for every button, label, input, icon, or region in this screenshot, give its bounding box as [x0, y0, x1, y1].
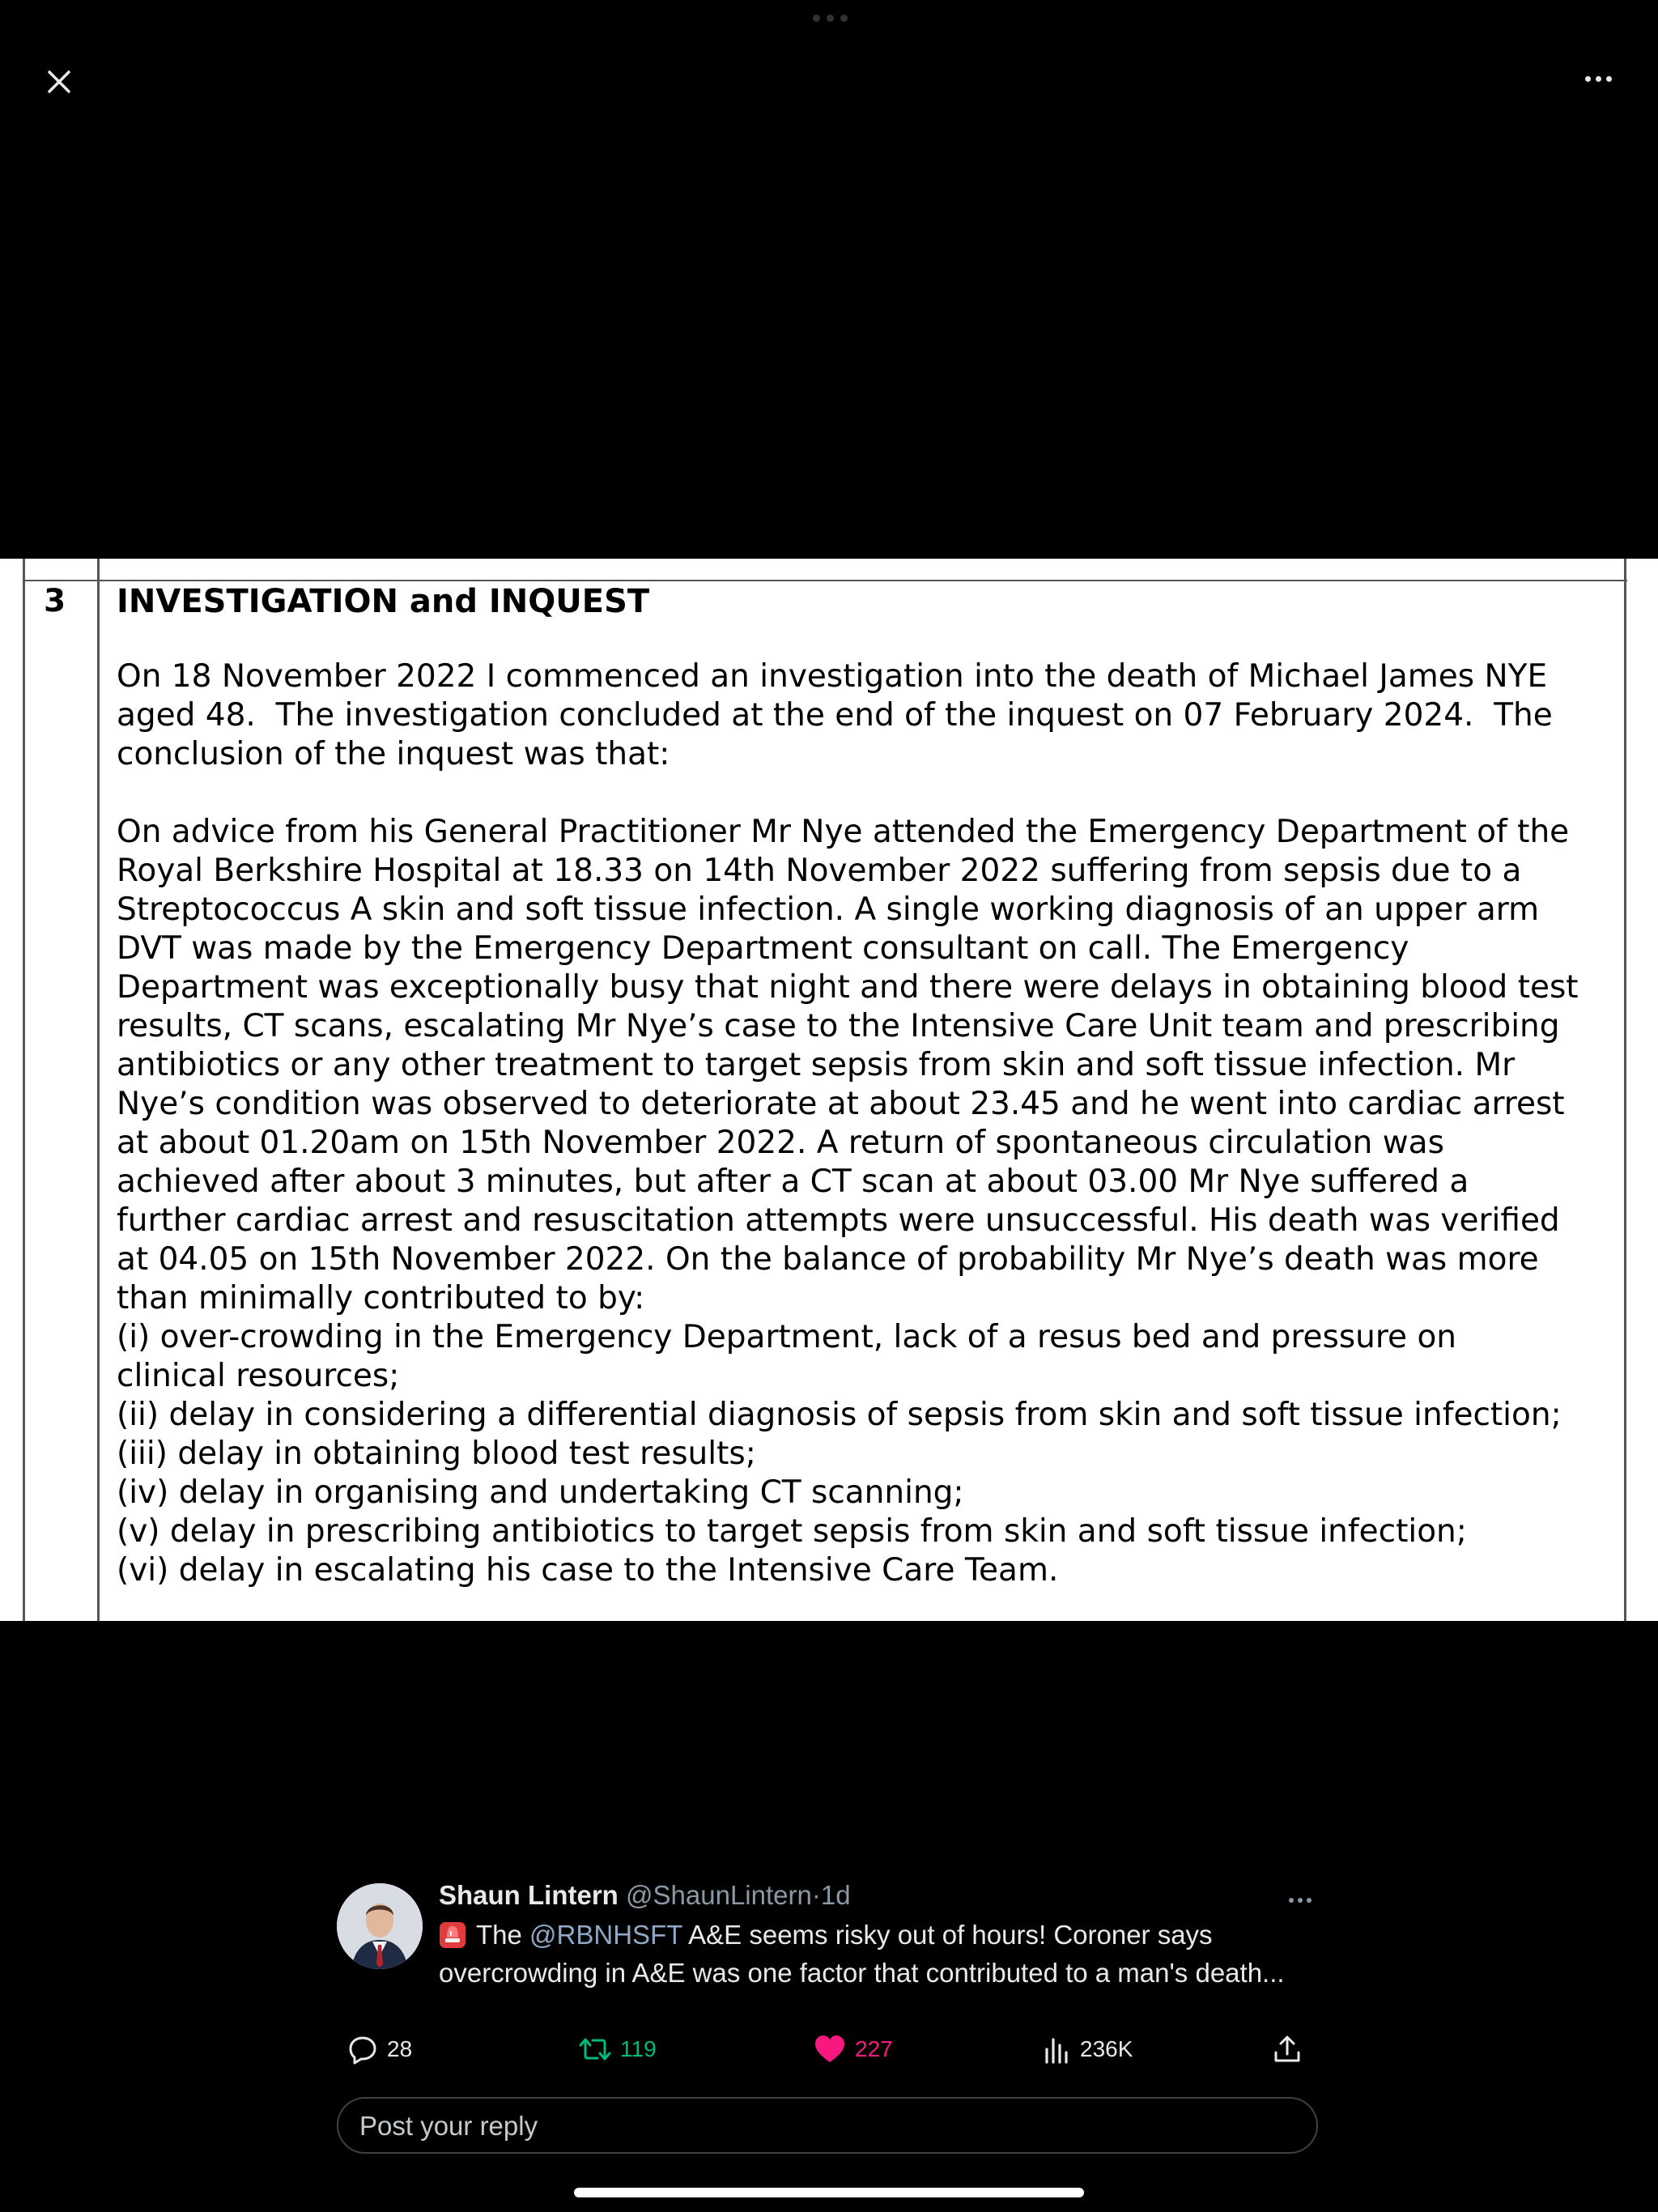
tweet-actions	[337, 2028, 1320, 2070]
section-heading: INVESTIGATION and INQUEST	[117, 583, 650, 620]
tweet-text[interactable]	[439, 1916, 1321, 1992]
profile-photo	[337, 1883, 423, 1969]
views-count: 236K	[1080, 2036, 1133, 2061]
share-button[interactable]	[1271, 2028, 1303, 2070]
drag-handle[interactable]	[813, 15, 848, 22]
paragraph-conclusion	[117, 813, 1622, 1590]
reply-input[interactable]	[358, 2099, 1292, 2154]
document-line: DVT was made by the Emergency Department consultant on call. The Emergency	[117, 930, 1409, 967]
document-line: Streptococcus A skin and soft tissue infection. A single working diagnosis of an upper arm	[117, 891, 1540, 928]
siren-icon	[439, 1921, 466, 1949]
like-button[interactable]	[813, 2028, 893, 2070]
heart-filled-icon	[813, 2033, 847, 2065]
document-line: than minimally contributed to by:	[117, 1280, 645, 1317]
tweet-more-button[interactable]	[1282, 1888, 1318, 1912]
retweet-button[interactable]	[578, 2028, 657, 2070]
document-line: On 18 November 2022 I commenced an investigation into the death of Michael James NYE	[117, 658, 1548, 695]
document-line: conclusion of the inquest was that:	[117, 736, 670, 772]
views-chart-icon	[1043, 2033, 1072, 2065]
like-count: 227	[855, 2036, 893, 2061]
document-line: (vi) delay in escalating his case to the Intensive Care Team.	[117, 1552, 1059, 1589]
document-line: (iv) delay in organising and undertaking CT scanning;	[117, 1474, 964, 1511]
paragraph-intro	[117, 657, 1622, 774]
document-image[interactable]	[0, 559, 1658, 1621]
close-button[interactable]	[40, 63, 78, 100]
document-line: clinical resources;	[117, 1358, 400, 1394]
document-line: results, CT scans, escalating Mr Nye’s case to the Intensive Care Unit team and prescribing	[117, 1008, 1560, 1044]
document-line: On advice from his General Practitioner Mr Nye attended the Emergency Department of the	[117, 814, 1570, 850]
tweet-time[interactable]: 1d	[820, 1880, 851, 1910]
more-horizontal-icon	[1289, 1898, 1294, 1903]
author-handle[interactable]: @ShaunLintern	[626, 1880, 812, 1910]
tweet-text-rest: A&E seems risky out of hours! Coroner says overcrowding in A&E was one factor that contributed to a man's death...	[439, 1920, 1285, 1988]
document-line: achieved after about 3 minutes, but after a CT scan at about 03.00 Mr Nye suffered a	[117, 1163, 1469, 1200]
author-name[interactable]: Shaun Lintern	[439, 1880, 619, 1910]
document-line: Department was exceptionally busy that night and there were delays in obtaining blood test	[117, 969, 1579, 1006]
share-icon	[1271, 2033, 1303, 2065]
document-line: aged 48. The investigation concluded at the end of the inquest on 07 February 2024. The	[117, 697, 1553, 734]
mention-link[interactable]: @RBNHSFT	[529, 1920, 682, 1950]
tweet-header	[439, 1877, 851, 1914]
document-line: (i) over-crowding in the Emergency Department, lack of a resus bed and pressure on	[117, 1319, 1457, 1355]
more-horizontal-icon	[1585, 76, 1591, 82]
retweet-icon	[578, 2033, 612, 2065]
close-icon	[40, 63, 78, 100]
document-line: Royal Berkshire Hospital at 18.33 on 14th November 2022 suffering from sepsis due to a	[117, 853, 1522, 889]
document-line: (ii) delay in considering a differential diagnosis of sepsis from skin and soft tissue infection;	[117, 1397, 1562, 1433]
section-number: 3	[44, 583, 66, 619]
home-indicator[interactable]	[574, 2188, 1084, 2197]
document-body	[117, 583, 1622, 1590]
avatar[interactable]	[337, 1883, 423, 1969]
document-line: at about 01.20am on 15th November 2022. A return of spontaneous circulation was	[117, 1125, 1444, 1161]
document-line: (v) delay in prescribing antibiotics to target sepsis from skin and soft tissue infection;	[117, 1513, 1467, 1550]
document-line: at 04.05 on 15th November 2022. On the balance of probability Mr Nye’s death was more	[117, 1241, 1539, 1278]
separator-dot: ·	[811, 1880, 821, 1910]
document-line: antibiotics or any other treatment to target sepsis from skin and soft tissue infection. Mr	[117, 1047, 1516, 1083]
reply-count: 28	[387, 2036, 413, 2061]
reply-button[interactable]	[346, 2028, 412, 2070]
more-options-button[interactable]	[1579, 63, 1618, 94]
views-button[interactable]	[1043, 2028, 1133, 2070]
retweet-count: 119	[620, 2036, 657, 2061]
reply-composer[interactable]	[337, 2097, 1318, 2154]
document-line: further cardiac arrest and resuscitation attempts were unsuccessful. His death was verified	[117, 1202, 1560, 1239]
reply-icon	[346, 2033, 379, 2065]
tweet-text-start: The	[476, 1920, 530, 1950]
document-line: Nye’s condition was observed to deteriorate at about 23.45 and he went into cardiac arrest	[117, 1086, 1565, 1122]
document-line: (iii) delay in obtaining blood test results;	[117, 1436, 756, 1472]
